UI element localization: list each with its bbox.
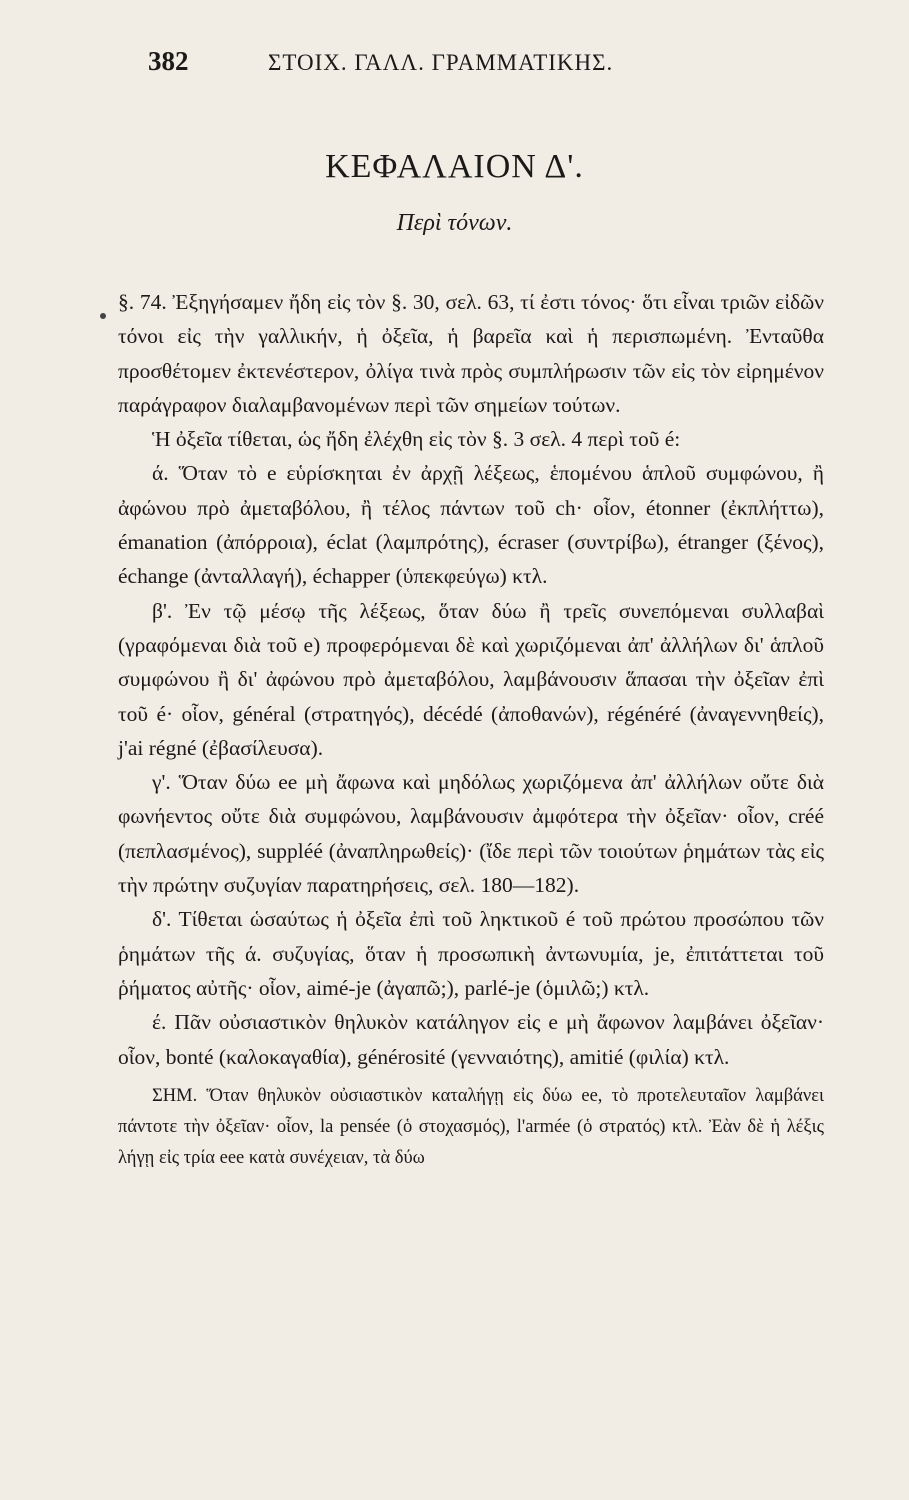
- paragraph-rule-b: β'. Ἐν τῷ μέσῳ τῆς λέξεως, ὅταν δύω ἢ τρεῖς συνεπόμεναι συλλαβαὶ (γραφόμεναι διὰ τοῦ e) προφερόμεναι δὲ καὶ χωριζόμεναι ἀπ' ἀλλήλων δι' ἁπλοῦ συμφώνου ἢ δι' ἀφώνου πρὸ ἀμεταβόλου, λαμβάνουσιν ἅπασαι τὴν ὀξεῖαν ἐπὶ τοῦ é· οἷον, général (στρατηγός), décédé (ἀποθανών), régénéré (ἀναγεννηθείς), j'ai régné (ἐβασίλευσα).: [118, 598, 824, 760]
- section-title: Περὶ τόνων.: [396, 210, 513, 236]
- chapter-title: ΚΕΦΑΛΑΙΟΝ Δ'.: [325, 148, 584, 185]
- page-body: [118, 285, 824, 1174]
- page-number: 382: [148, 46, 189, 76]
- paragraph-acute-intro: Ἡ ὀξεῖα τίθεται, ὡς ἤδη ἐλέχθη εἰς τὸν §. 3 σελ. 4 περὶ τοῦ é:: [152, 427, 681, 452]
- paragraph-rule-c: γ'. Ὅταν δύω ee μὴ ἄφωνα καὶ μηδόλως χωριζόμενα ἀπ' ἀλλήλων οὔτε διὰ φωνήεντος οὔτε διὰ συμφώνου, λαμβάνουσιν ἀμφότερα τὴν ὀξεῖαν· οἷον, créé (πεπλασμένος), suppléé (ἀναπληρωθείς)· (ἴδε περὶ τῶν τοιούτων ῥημάτων τὰς εἰς τὴν πρώτην συζυγίαν παρατηρήσεις, σελ. 180—182).: [118, 770, 824, 898]
- paragraph-rule-e: έ. Πᾶν οὐσιαστικὸν θηλυκὸν κατάληγον εἰς e μὴ ἄφωνον λαμβάνει ὀξεῖαν· οἷον, bonté (καλοκαγαθία), générosité (γενναιότης), amitié (φιλία) κτλ.: [118, 1010, 824, 1069]
- note-paragraph: ΣΗΜ. Ὅταν θηλυκὸν οὐσιαστικὸν καταλήγῃ εἰς δύω ee, τὸ προτελευταῖον λαμβάνει πάντοτε τὴν ὀξεῖαν· οἷον, la pensée (ὁ στοχασμός), l'armée (ὁ στρατός) κτλ. Ἐὰν δὲ ἡ λέξις λήγῃ εἰς τρία eee κατὰ συνέχειαν, τὰ δύω: [118, 1085, 824, 1168]
- paragraph-rule-a: ά. Ὅταν τὸ e εὑρίσκηται ἐν ἀρχῇ λέξεως, ἑπομένου ἁπλοῦ συμφώνου, ἢ ἀφώνου πρὸ ἀμεταβόλου, ἢ τέλος πάντων τοῦ ch· οἷον, étonner (ἐκπλήττω), émanation (ἀπόρροια), éclat (λαμπρότης), écraser (συντρίβω), étranger (ξένος), échange (ἀνταλλαγή), échapper (ὑπεκφεύγω) κτλ.: [118, 461, 824, 589]
- page-header: [148, 46, 788, 82]
- running-title: ΣΤΟΙΧ. ΓΑΛΛ. ΓΡΑΜΜΑΤΙΚΗΣ.: [268, 50, 614, 75]
- margin-mark: [100, 313, 106, 319]
- paragraph-74: §. 74. Ἐξηγήσαμεν ἤδη εἰς τὸν §. 30, σελ. 63, τί ἐστι τόνος· ὅτι εἶναι τριῶν εἰδῶν τόνοι εἰς τὴν γαλλικήν, ἡ ὀξεῖα, ἡ βαρεῖα καὶ ἡ περισπωμένη. Ἐνταῦθα προσθέτομεν ἐκτενέστερον, ὀλίγα τινὰ πρὸς συμπλήρωσιν τῶν εἰς τὸν εἰρημένον παράγραφον διαλαμβανομένων περὶ τῶν σημείων τούτων.: [118, 290, 824, 417]
- paragraph-rule-d: δ'. Τίθεται ὡσαύτως ἡ ὀξεῖα ἐπὶ τοῦ ληκτικοῦ é τοῦ πρώτου προσώπου τῶν ῥημάτων τῆς ά. συζυγίας, ὅταν ἡ προσωπικὴ ἀντωνυμία, je, ἐπιτάττεται τοῦ ῥήματος αὐτῆς· οἷον, aimé-je (ἀγαπῶ;), parlé-je (ὁμιλῶ;) κτλ.: [118, 907, 824, 1000]
